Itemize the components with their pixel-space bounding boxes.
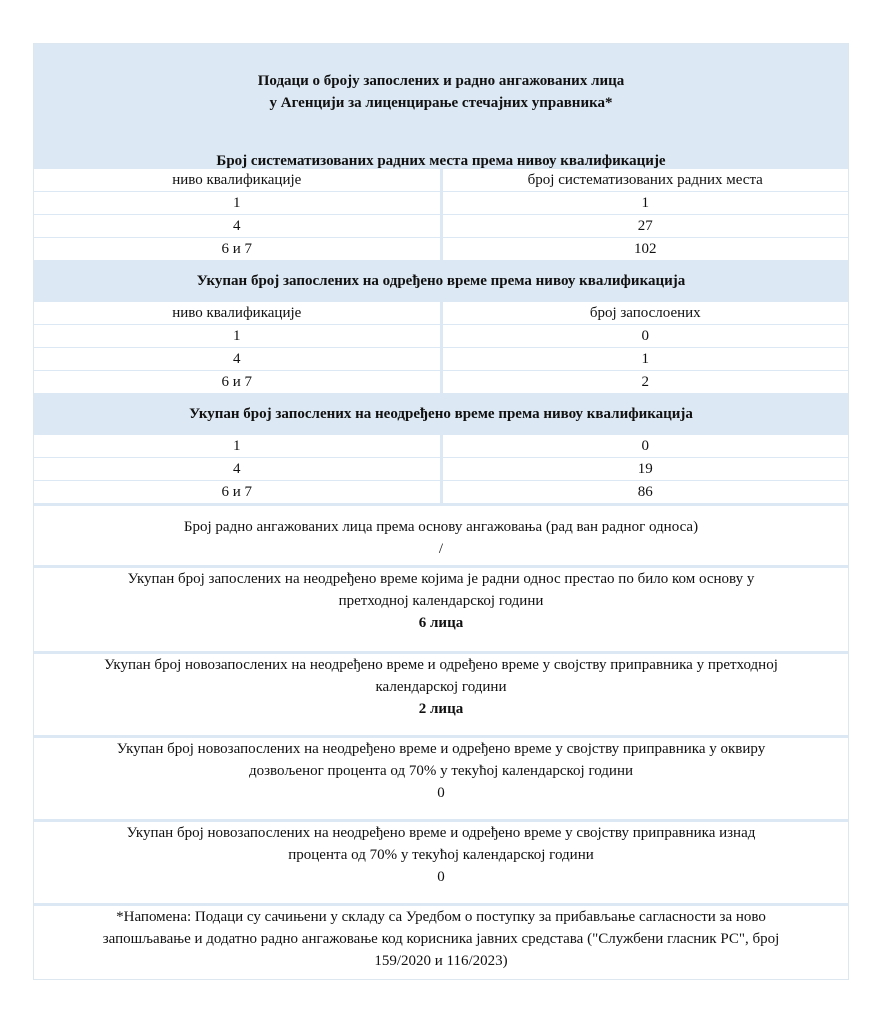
table-row	[34, 370, 848, 393]
column-header-level: ниво квалификације	[172, 172, 302, 188]
table-row	[34, 347, 848, 370]
cell-count: 1	[440, 192, 849, 214]
table-row	[34, 191, 848, 214]
cell-level: 6 и 7	[221, 374, 253, 390]
new-prev-value: 2 лица	[418, 701, 464, 717]
cell-level: 1	[233, 195, 241, 211]
table-row	[34, 457, 848, 480]
new-hires-within-70-block	[34, 735, 848, 819]
cell-count: 0	[440, 435, 849, 457]
table-row	[34, 480, 848, 503]
column-header-employees: број запослоених	[440, 302, 849, 324]
new-prev-text-line-1: Укупан број новозапослених на неодређено време и одређено време у својству приправника у претходној	[104, 657, 778, 673]
employee-data-table	[33, 43, 849, 980]
engaged-persons-text: Број радно ангажованих лица према основу ангажовања (рад ван радног односа)	[183, 519, 699, 535]
table-header-row	[34, 301, 848, 324]
footnote-line-1: *Напомена: Подаци су сачињени у складу са Уредбом о поступку за прибављање сагласности за ново	[116, 909, 766, 925]
table-row	[34, 324, 848, 347]
section-heading-systematized: Број систематизованих радних места према нивоу квалификације	[216, 153, 666, 169]
new-prev-text-line-2: календарској години	[375, 679, 507, 695]
section-heading-permanent: Укупан број запослених на неодређено време према нивоу квалификација	[34, 393, 848, 434]
terminated-text-line-2: претходној календарској години	[338, 593, 544, 609]
cell-count: 1	[440, 348, 849, 370]
cell-count: 19	[440, 458, 849, 480]
table-row	[34, 214, 848, 237]
footnote-line-2: запошљавање и додатно радно ангажовање код корисника јавних средстава ("Службени гласник РС", број	[102, 931, 780, 947]
cell-level: 1	[233, 328, 241, 344]
cell-level: 1	[233, 438, 241, 454]
engaged-persons-value: /	[438, 541, 444, 557]
cell-count: 27	[440, 215, 849, 237]
terminated-value: 6 лица	[418, 615, 464, 631]
title-line-2: у Агенцији за лиценцирање стечајних управника*	[269, 95, 613, 111]
new-within-text-line-1: Укупан број новозапослених на неодређено време и одређено време у својству приправника у оквиру	[116, 741, 766, 757]
cell-count: 86	[440, 481, 849, 503]
title-line-1: Подаци о броју запослених и радно ангажованих лица	[257, 73, 625, 89]
cell-level: 6 и 7	[221, 241, 253, 257]
cell-level: 4	[233, 351, 241, 367]
terminated-employees-block	[34, 565, 848, 651]
cell-level: 4	[233, 218, 241, 234]
new-within-value: 0	[437, 785, 445, 801]
cell-level: 6 и 7	[221, 484, 253, 500]
new-hires-above-70-block	[34, 819, 848, 903]
table-title	[34, 44, 848, 168]
column-header-count: број систематизованих радних места	[440, 169, 849, 191]
footnote	[34, 903, 848, 979]
engaged-persons-block	[34, 503, 848, 565]
column-header-level: ниво квалификације	[172, 305, 302, 321]
table-row	[34, 434, 848, 457]
footnote-line-3: 159/2020 и 116/2023)	[374, 953, 508, 969]
cell-count: 102	[440, 238, 849, 260]
new-above-text-line-2: процента од 70% у текућој календарској години	[288, 847, 594, 863]
cell-count: 0	[440, 325, 849, 347]
new-within-text-line-2: дозвољеног процента од 70% у текућој календарској години	[248, 763, 634, 779]
cell-level: 4	[233, 461, 241, 477]
table-row	[34, 237, 848, 260]
table-header-row	[34, 168, 848, 191]
new-above-text-line-1: Укупан број новозапослених на неодређено време и одређено време у својству приправника изнад	[126, 825, 756, 841]
cell-count: 2	[440, 371, 849, 393]
new-above-value: 0	[437, 869, 445, 885]
section-heading-fixed-term: Укупан број запослених на одређено време према нивоу квалификација	[34, 260, 848, 301]
terminated-text-line-1: Укупан број запослених на неодређено време којима је радни однос престао по било ком основу у	[127, 571, 755, 587]
new-hires-previous-year-block	[34, 651, 848, 735]
